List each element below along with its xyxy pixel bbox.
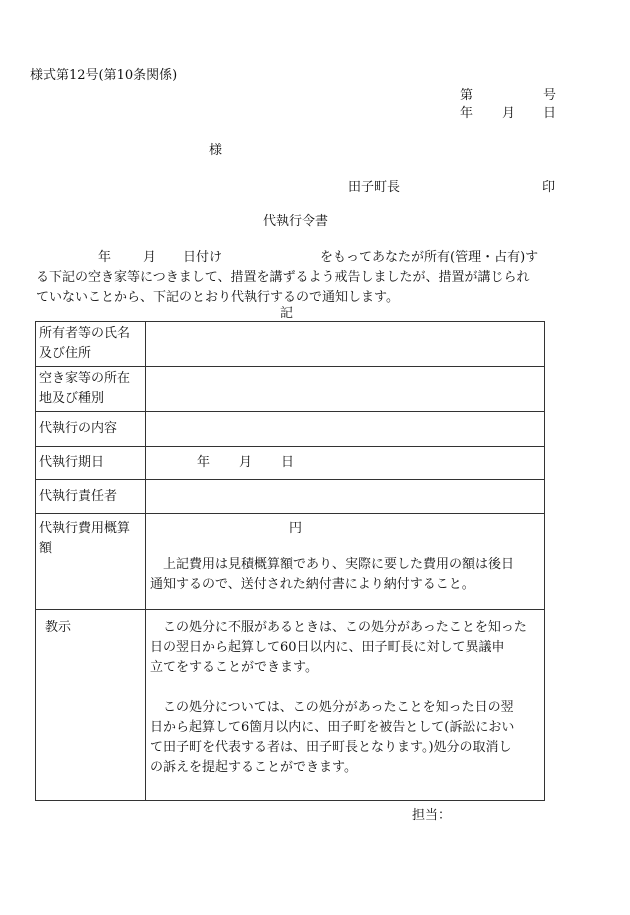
instruction-value: [146, 610, 544, 800]
location-label: [36, 367, 146, 411]
form-identifier: 様式第12号(第10条関係): [30, 68, 178, 83]
cost-note-line-2: 通知するので、送付された納付書により納付すること。: [150, 577, 475, 592]
notice-body: [36, 248, 558, 308]
period-label-text: 代執行期日: [39, 455, 105, 470]
table-row-owner: [36, 322, 544, 367]
location-label-line-1: 空き家等の所在: [39, 371, 131, 386]
period-year: 年: [197, 455, 211, 470]
cost-label: [36, 514, 146, 609]
detail-table: [35, 321, 545, 801]
responsible-label-text: 代執行責任者: [39, 489, 118, 504]
cost-unit: 円: [289, 521, 303, 536]
instruction-label: [36, 610, 146, 800]
instruction-1-line-2: 日の翌日から起算して60日以内に、田子町長に対して異議申: [150, 640, 505, 655]
notice-line-1-text: をもってあなたが所有(管理・占有)す: [320, 250, 539, 265]
issue-date-month: 月: [502, 106, 516, 121]
issuer-seal-mark: 印: [542, 180, 556, 195]
instruction-2-line-2: 日から起算して6箇月以内に、田子町を被告として(訴訟におい: [150, 720, 515, 735]
notice-year: 年: [98, 250, 112, 265]
content-label-text: 代執行の内容: [39, 421, 118, 436]
table-row-instruction: [36, 610, 544, 800]
document-title: 代執行令書: [263, 214, 329, 229]
responsible-label: [36, 480, 146, 513]
period-value[interactable]: [146, 447, 544, 479]
cost-value[interactable]: [146, 514, 544, 609]
notice-line-1: [36, 248, 558, 268]
owner-value[interactable]: [146, 322, 544, 366]
issue-date-day: 日: [543, 106, 557, 121]
content-label: [36, 412, 146, 446]
cost-label-line-1: 代執行費用概算: [39, 521, 131, 536]
notice-line-2: る下記の空き家等につきまして、措置を講ずるよう戒告しましたが、措置が講じられ: [36, 270, 530, 285]
table-row-responsible: [36, 480, 544, 514]
responsible-value[interactable]: [146, 480, 544, 513]
period-month: 月: [239, 455, 253, 470]
owner-label: [36, 322, 146, 366]
period-label: [36, 447, 146, 479]
document-number-prefix: 第: [460, 88, 474, 103]
person-in-charge-label: 担当：: [412, 808, 452, 823]
content-value[interactable]: [146, 412, 544, 446]
notice-month: 月: [143, 250, 157, 265]
instruction-paragraph-2: [150, 698, 540, 778]
instruction-2-line-4: の訴えを提起することができます。: [150, 760, 357, 775]
table-row-location: [36, 367, 544, 412]
notice-day: 日付け: [183, 250, 223, 265]
ki-heading: 記: [280, 306, 294, 321]
location-value[interactable]: [146, 367, 544, 411]
location-label-line-2: 地及び種別: [39, 391, 105, 406]
instruction-2-line-1: この処分については、この処分があったことを知った日の翌: [163, 700, 514, 715]
table-row-cost: [36, 514, 544, 610]
cost-note-line-1: 上記費用は見積概算額であり、実際に要した費用の額は後日: [163, 557, 515, 572]
instruction-2-line-3: て田子町を代表する者は、田子町長となります。)処分の取消し: [150, 740, 512, 755]
cost-label-line-2: 額: [39, 541, 53, 556]
issuer-title: 田子町長: [348, 180, 401, 195]
instruction-1-line-1: この処分に不服があるときは、この処分があったことを知った: [163, 620, 527, 635]
instruction-paragraph-1: [150, 618, 540, 678]
issue-date-year: 年: [460, 106, 474, 121]
owner-label-line-2: 及び住所: [39, 346, 92, 361]
instruction-1-line-3: 立てをすることができます。: [150, 660, 318, 675]
addressee-honorific: 様: [209, 143, 223, 158]
owner-label-line-1: 所有者等の氏名: [39, 326, 131, 341]
notice-line-3: ていないことから、下記のとおり代執行するので通知します。: [36, 290, 399, 305]
document-number-suffix: 号: [543, 88, 557, 103]
table-row-content: [36, 412, 544, 447]
instruction-label-text: 教示: [45, 620, 72, 635]
table-row-period: [36, 447, 544, 480]
cost-note: [150, 555, 514, 595]
period-day: 日: [281, 455, 295, 470]
